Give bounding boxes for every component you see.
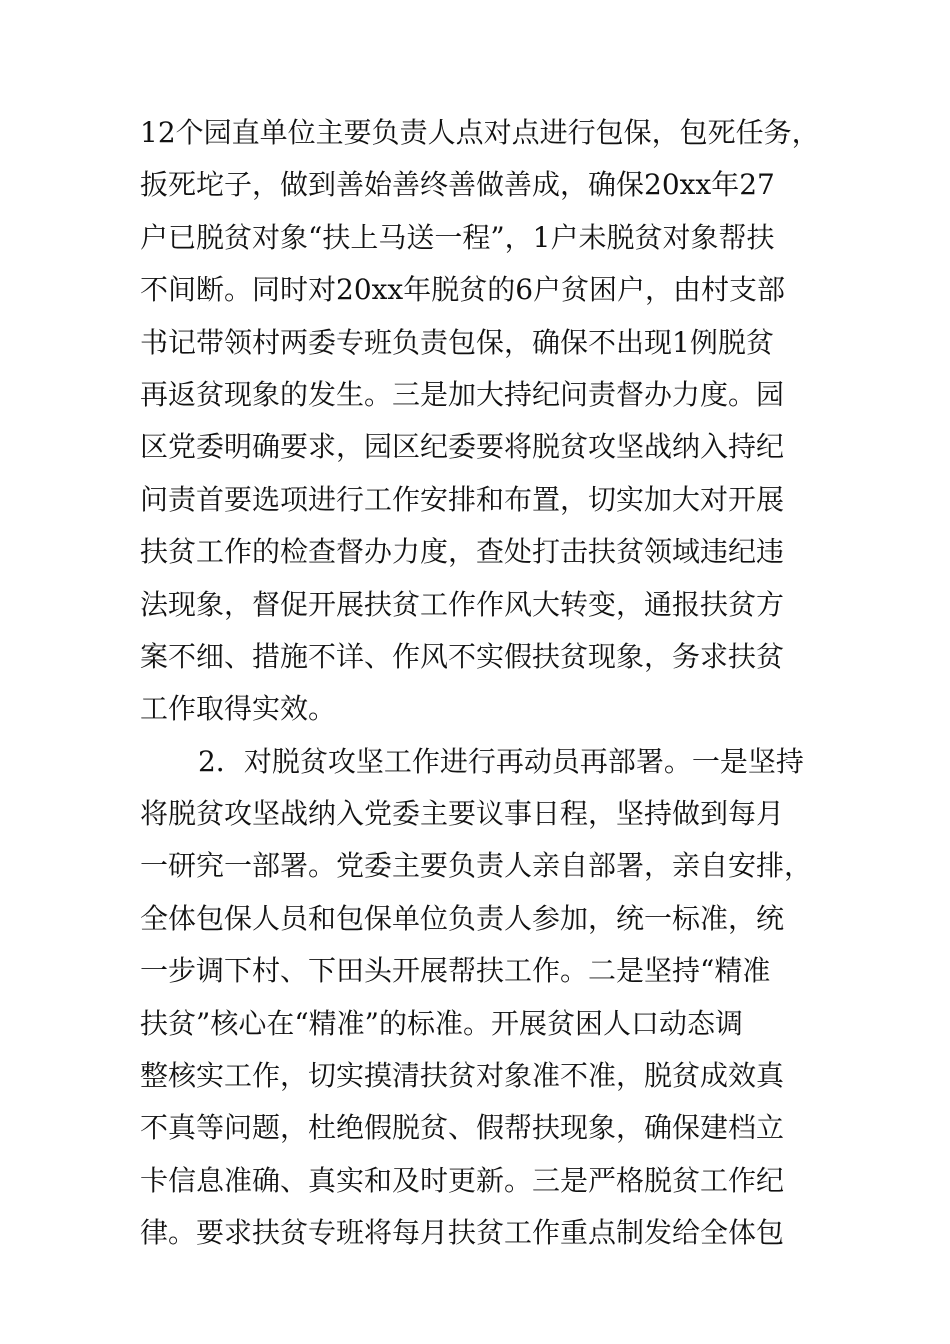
text-line: 户已脱贫对象“扶上马送一程”，1户未脱贫对象帮扶 <box>140 220 775 254</box>
text-line: 书记带领村两委专班负责包保，确保不出现1例脱贫 <box>140 325 774 359</box>
text-line: 将脱贫攻坚战纳入党委主要议事日程，坚持做到每月 <box>140 797 785 831</box>
body-text <box>140 107 840 1260</box>
text-line: 法现象，督促开展扶贫工作作风大转变，通报扶贫方 <box>140 587 785 621</box>
text-line: 整核实工作，切实摸清扶贫对象准不准，脱贫成效真 <box>140 1059 785 1093</box>
text-line: 不真等问题，杜绝假脱贫、假帮扶现象，确保建档立 <box>140 1111 785 1145</box>
text-line: 一步调下村、下田头开展帮扶工作。二是坚持“精准 <box>140 954 771 988</box>
text-line: 卡信息准确、真实和及时更新。三是严格脱贫工作纪 <box>140 1163 785 1197</box>
text-line: 扶贫工作的检查督办力度，查处打击扶贫领域违纪违 <box>140 535 785 569</box>
text-line: 案不细、措施不详、作风不实假扶贫现象，务求扶贫 <box>140 639 785 673</box>
text-line: 再返贫现象的发生。三是加大持纪问责督办力度。园 <box>140 377 785 411</box>
text-line: 2．对脱贫攻坚工作进行再动员再部署。一是坚持 <box>198 744 804 778</box>
text-line: 不间断。同时对20xx年脱贫的6户贫困户，由村支部 <box>140 273 786 307</box>
text-line: 全体包保人员和包保单位负责人参加，统一标准，统 <box>140 901 785 935</box>
text-line: 问责首要选项进行工作安排和布置，切实加大对开展 <box>140 482 785 516</box>
text-line: 扶贫”核心在“精准”的标准。开展贫困人口动态调 <box>140 1006 743 1040</box>
text-line: 扳死坨子，做到善始善终善做善成，确保20xx年27 <box>140 168 775 202</box>
text-line: 12个园直单位主要负责人点对点进行包保，包死任务， <box>140 116 820 149</box>
text-line: 工作取得实效。 <box>140 692 337 726</box>
text-line: 律。要求扶贫专班将每月扶贫工作重点制发给全体包 <box>140 1216 785 1250</box>
text-line: 区党委明确要求，园区纪委要将脱贫攻坚战纳入持纪 <box>140 430 785 464</box>
text-line: 一研究一部署。党委主要负责人亲自部署，亲自安排， <box>140 849 813 883</box>
